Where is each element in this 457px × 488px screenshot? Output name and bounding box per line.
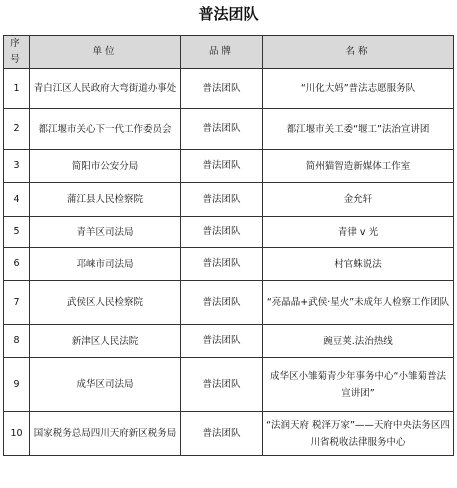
row-brand: 普法团队 xyxy=(181,150,263,183)
row-org: 蒲江县人民检察院 xyxy=(30,183,181,217)
row-brand: 普法团队 xyxy=(181,248,263,281)
table-row xyxy=(4,69,454,109)
table-header-row xyxy=(4,36,454,69)
row-no: 8 xyxy=(4,325,30,358)
row-brand: 普法团队 xyxy=(181,69,263,109)
header-name: 名称 xyxy=(263,36,454,69)
row-name: 村官蛛说法 xyxy=(263,248,454,281)
team-table xyxy=(3,35,454,456)
row-org: 邛崃市司法局 xyxy=(30,248,181,281)
table-row xyxy=(4,183,454,217)
row-no: 3 xyxy=(4,150,30,183)
row-brand: 普法团队 xyxy=(181,109,263,150)
row-org: 武侯区人民检察院 xyxy=(30,281,181,325)
page-title: 普法团队 xyxy=(198,5,259,23)
row-org: 国家税务总局四川天府新区税务局 xyxy=(30,412,181,456)
row-brand: 普法团队 xyxy=(181,358,263,412)
row-no: 2 xyxy=(4,109,30,150)
row-name: 成华区小雏菊青少年事务中心“小雏菊普法宣讲团” xyxy=(263,358,454,412)
table-row xyxy=(4,150,454,183)
row-brand: 普法团队 xyxy=(181,325,263,358)
table-row xyxy=(4,248,454,281)
row-org: 都江堰市关心下一代工作委员会 xyxy=(30,109,181,150)
row-no: 6 xyxy=(4,248,30,281)
header-no: 序号 xyxy=(4,36,30,69)
row-no: 7 xyxy=(4,281,30,325)
row-name: “川化大妈”普法志愿服务队 xyxy=(263,69,454,109)
table-row xyxy=(4,281,454,325)
row-no: 10 xyxy=(4,412,30,456)
row-brand: 普法团队 xyxy=(181,412,263,456)
header-org: 单位 xyxy=(30,36,181,69)
row-brand: 普法团队 xyxy=(181,217,263,248)
row-no: 4 xyxy=(4,183,30,217)
table-row xyxy=(4,358,454,412)
row-name: 金允轩 xyxy=(263,183,454,217)
row-name: 青律 v 光 xyxy=(263,217,454,248)
row-brand: 普法团队 xyxy=(181,183,263,217)
row-name: 都江堰市关工委“堰工”法治宣讲团 xyxy=(263,109,454,150)
table-row xyxy=(4,109,454,150)
row-no: 1 xyxy=(4,69,30,109)
table-row xyxy=(4,217,454,248)
row-name: “法润天府 税泽万家”——天府中央法务区四川省税收法律服务中心 xyxy=(263,412,454,456)
row-org: 新津区人民法院 xyxy=(30,325,181,358)
row-org: 简阳市公安分局 xyxy=(30,150,181,183)
table-row xyxy=(4,412,454,456)
row-no: 5 xyxy=(4,217,30,248)
row-name: “亮晶晶+武侯·星火”未成年人检察工作团队 xyxy=(263,281,454,325)
table-row xyxy=(4,325,454,358)
row-org: 青羊区司法局 xyxy=(30,217,181,248)
row-org: 成华区司法局 xyxy=(30,358,181,412)
row-name: 豌豆荚.法治热线 xyxy=(263,325,454,358)
header-brand: 品牌 xyxy=(181,36,263,69)
row-org: 青白江区人民政府大弯街道办事处 xyxy=(30,69,181,109)
row-no: 9 xyxy=(4,358,30,412)
row-name: 简州猫智造新媒体工作室 xyxy=(263,150,454,183)
row-brand: 普法团队 xyxy=(181,281,263,325)
